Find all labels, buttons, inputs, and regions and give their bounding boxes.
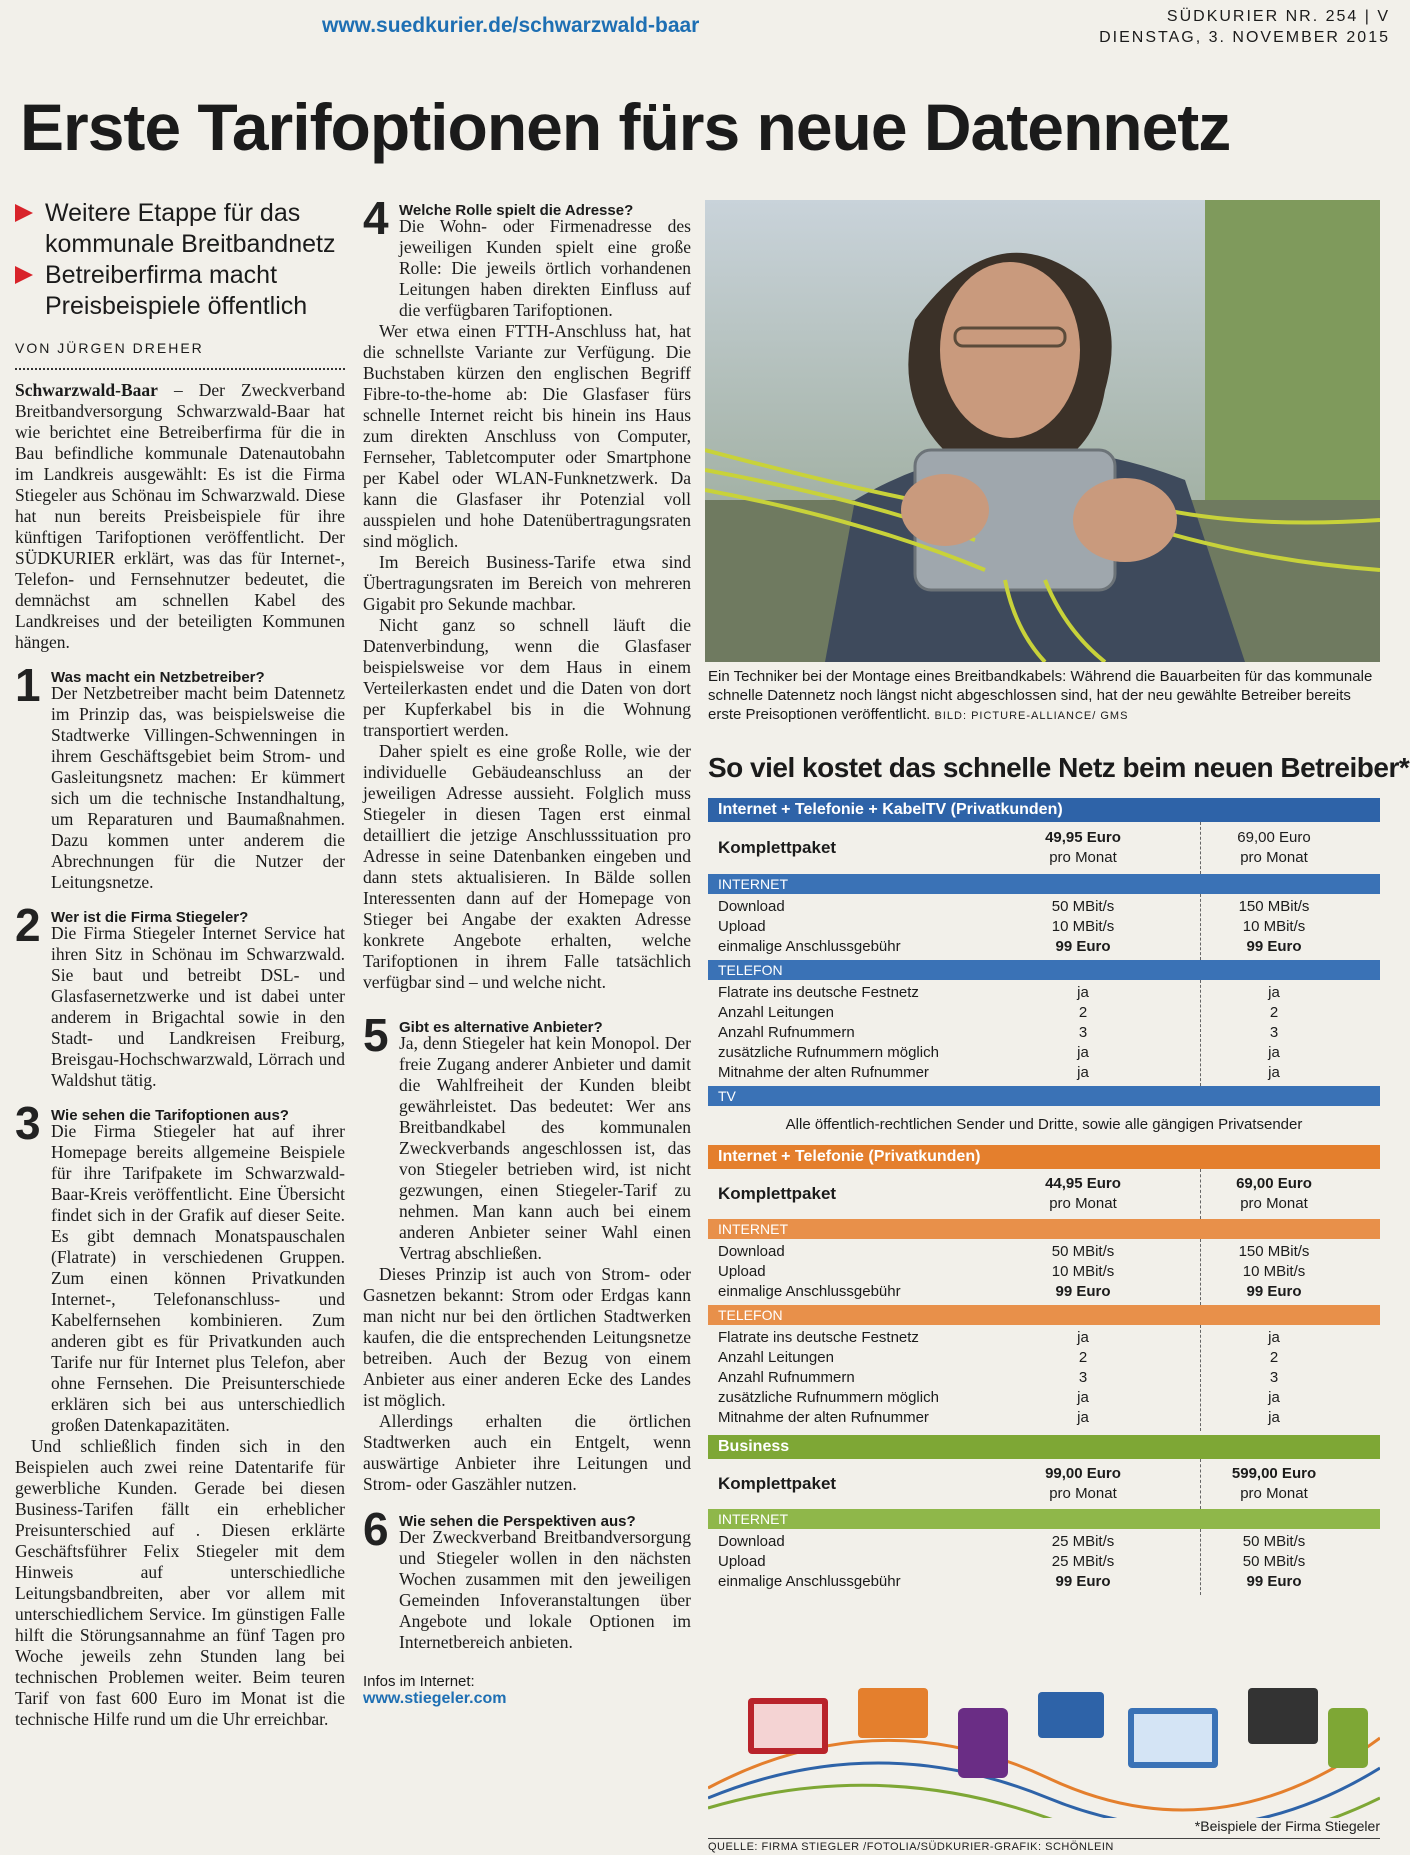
table-row: einmalige Anschlussgebühr 99 Euro 99 Euro [718, 1573, 1302, 1590]
group-2-internet [708, 1239, 1380, 1305]
section-title: Was macht ein Netzbetreiber? [51, 669, 265, 686]
intro-paragraph: Schwarzwald-Baar – Der Zweckverband Breitbandversorgung Schwarzwald-Baar hat wie berichtet eine Betreiberfirma für die in Bau befindliche kommunale Datenautobahn im Landkreis ausgewählt: Es ist die Firma Stiegeler aus Schönau im Schwarzwald. Diese hat nun bereits Preisbeispiele für ihre künftigen Tarifoptionen veröffentlicht. Der SÜDKURIER erklärt, was das für Internet-, Telefon- und Fernsehnutzer bedeutet, die demnächst am schnellen Kabel des Landkreises und der beteiligten Kommunen hängen. [15, 380, 345, 652]
table-title: So viel kostet das schnelle Netz beim neuen Betreiber* [708, 752, 1410, 783]
table-row: einmalige Anschlussgebühr 99 Euro 99 Euro [718, 1283, 1302, 1300]
table-row: Komplettpaket 49,95 Euro pro Monat 69,00 Euro pro Monat [718, 829, 1311, 866]
technician-illustration [705, 200, 1380, 662]
group-2-paket [708, 1169, 1380, 1219]
table-row: Komplettpaket 44,95 Euro pro Monat 69,00 Euro pro Monat [718, 1175, 1312, 1212]
issue-info [1099, 6, 1390, 48]
section-title: Welche Rolle spielt die Adresse? [399, 202, 634, 219]
table-row: Anzahl Leitungen 2 2 [718, 1004, 1279, 1021]
teaser-bullet-1: Weitere Etappe für das kommunale Breitbandnetz [15, 198, 345, 260]
section-number: 4 [363, 192, 389, 244]
table-row: Download 50 MBit/s 150 MBit/s [718, 898, 1310, 915]
table-row: Anzahl Rufnummern 3 3 [718, 1024, 1279, 1041]
subheader-tv: TV [708, 1086, 1380, 1106]
group-header-tv: Internet + Telefonie + KabelTV (Privatkunden) [708, 798, 1380, 822]
section-3-body: Die Firma Stiegeler hat auf ihrer Homepage bereits allgemeine Beispiele für ihre Tarifpakete im Schwarzwald-Baar-Kreis veröffentlicht. Eine Übersicht findet sich in der Grafik auf dieser Seite. Es gibt demnach Monatspauschalen (Flatrate) in verschiedenen Gruppen. Zum einen können Privatkunden Internet-, Telefonanschluss- und Kabelfernsehen kombinieren. Zum anderen gibt es für Privatkunden auch Tarife nur für Internet plus Telefon, aber ohne Fernsehen. Die Preisunterschiede erklären sich bei aus unterschiedlich großen Datenkapazitäten. Und schließlich finden sich in den Beispielen auch zwei reine Datentarife für gewerbliche Kunden. Gerade bei diesen Business-Tarifen fällt ein erheblicher Preisunterschied auf . Diesen erklärte Geschäftsführer Felix Stiegeler mit dem Hinweis auf unterschiedliche Leitungsbandbreiten, aber vor allem mit unterschiedlichem Service. Im günstigen Falle hilft die Störungsannahme an fünf Tagen pro Woche jeweils zehn Stunden lang bei technischen Problemen weiter. Beim teuren Tarif von fast 600 Euro im Monat ist die technische Hilfe rund um die Uhr erreichbar. [15, 1121, 345, 1729]
section-number: 1 [15, 659, 41, 711]
table-row: zusätzliche Rufnummern möglich ja ja [718, 1044, 1280, 1061]
table-row: Flatrate ins deutsche Festnetz ja ja [718, 984, 1280, 1001]
arrow-icon [15, 266, 33, 284]
subheader-telefon: TELEFON [708, 960, 1380, 980]
table-row: Upload 25 MBit/s 50 MBit/s [718, 1553, 1306, 1570]
section-6-body: Der Zweckverband Breitbandversorgung und Stiegeler wollen in den nächsten Wochen zusammen mit den jeweiligen Gemeinden Infoveranstaltungen über Angebote und lokale Optionen im Internetbereich anbieten. [399, 1527, 691, 1652]
issue-number: SÜDKURIER NR. 254 | V [1166, 8, 1390, 25]
teaser-bullet-2: Betreiberfirma macht Preisbeispiele öffentlich [15, 260, 345, 322]
table-row: Upload 10 MBit/s 10 MBit/s [718, 1263, 1306, 1280]
article-column-1 [15, 198, 345, 1730]
section-1-body: Der Netzbetreiber macht beim Datennetz im Prinzip das, was beispielsweise die Stadtwerke Villingen-Schwenningen in ihrem Geschäftsgebiet beim Strom- und Gasleitungsnetz machen: Er kümmert sich um die technische Instandhaltung, um Reparaturen und Baumaßnahmen. Dazu kommen unter anderem die Abrechnungen für die Nutzer der Leitungsnetze. [51, 683, 345, 892]
group-3-internet [708, 1529, 1380, 1595]
devices-graphic [708, 1678, 1380, 1828]
section-number: 6 [363, 1503, 389, 1555]
graphic-source: QUELLE: FIRMA STIEGLER /FOTOLIA/SÜDKURIER-GRAFIK: SCHÖNLEIN [708, 1838, 1380, 1853]
section-number: 3 [15, 1097, 41, 1149]
table-row: Komplettpaket 99,00 Euro pro Monat 599,00 Euro pro Monat [718, 1465, 1317, 1502]
table-row: Mitnahme der alten Rufnummer ja ja [718, 1409, 1280, 1426]
table-row: Flatrate ins deutsche Festnetz ja ja [718, 1329, 1280, 1346]
section-url[interactable]: www.suedkurier.de/schwarzwald-baar [322, 14, 700, 37]
table-row: Upload 10 MBit/s 10 MBit/s [718, 918, 1306, 935]
group-2-telefon [708, 1325, 1380, 1431]
group-3-paket [708, 1459, 1380, 1509]
subheader-internet: INTERNET [708, 1219, 1380, 1239]
table-row: Anzahl Leitungen 2 2 [718, 1349, 1279, 1366]
devices-illustration [708, 1678, 1380, 1818]
section-number: 2 [15, 899, 41, 951]
group-1-internet [708, 894, 1380, 960]
section-4-body: Die Wohn- oder Firmenadresse des jeweiligen Kunden spielt eine große Rolle: Die jeweils örtlich vorhandenen Leitungen haben direkten Einfluss auf die verfügbaren Tarifoptionen. Wer etwa einen FTTH-Anschluss hat, hat die schnellste Variante zur Verfügung. Die Buchstaben kürzen den englischen Begriff Fibre-to-the-home ab: Die Glasfaser fürs schnelle Internet reicht bis hinein ins Haus zum direkten Anschluss von Computer, Fernseher, Tabletcomputer oder Smartphone per Kabel oder WLAN-Funknetzwerk. Da kann die Glasfaser ihr Potenzial voll ausspielen und hohe Datenübertragungsraten sind möglich. Im Bereich Business-Tarife etwa sind Übertragungsraten im Bereich von mehreren Gigabit pro Sekunde machbar. Nicht ganz so schnell läuft die Datenverbindung, wenn die Glasfaser beispielsweise vor dem Haus in einem Verteilerkasten endet und die Daten von dort per Kupferkabel bis in die Wohnung transportiert werden. Daher spielt es eine große Rolle, wie der individuelle Gebäudeanschluss an der jeweiligen Adresse aussieht. Folglich muss Stiegeler in diesen Tagen erst einmal detailliert die jetzige Anschlusssituation pro Adresse in seine Datenbanken eingeben und dann stets aktualisieren. In Bälde sollen Interessenten dann auf der Homepage von Stieger bei Angabe der exakten Adresse konkrete Angebote erhalten, welche Tarifoptionen in ihrem Falle tatsächlich verfügbar sind – und welche nicht. [363, 216, 691, 992]
byline: VON JÜRGEN DREHER [15, 340, 345, 370]
section-number: 5 [363, 1009, 389, 1061]
dateline: Schwarzwald-Baar [15, 380, 158, 400]
price-table [708, 798, 1380, 1595]
table-row: zusätzliche Rufnummern möglich ja ja [718, 1389, 1280, 1406]
section-title: Wie sehen die Tarifoptionen aus? [51, 1107, 289, 1124]
photo-caption: Ein Techniker bei der Montage eines Breitbandkabels: Während die Bauarbeiten für das kommunale schnelle Datennetz noch längst nicht abgeschlossen sind, hat der neu gewählte Betreiber bereits erste Preisoptionen veröffentlicht. BILD: PICTURE-ALLIANCE/ GMS [708, 668, 1373, 723]
article-column-2 [363, 192, 691, 1708]
photo-credit: BILD: PICTURE-ALLIANCE/ GMS [934, 710, 1129, 722]
technician-photo [705, 200, 1380, 662]
subheader-telefon: TELEFON [708, 1305, 1380, 1325]
table-row: einmalige Anschlussgebühr 99 Euro 99 Euro [718, 938, 1302, 955]
table-row: Anzahl Rufnummern 3 3 [718, 1369, 1279, 1386]
section-title: Gibt es alternative Anbieter? [399, 1019, 603, 1036]
group-header-business: Business [708, 1435, 1380, 1459]
section-5-body: Ja, denn Stiegeler hat kein Monopol. Der freie Zugang anderer Anbieter und damit die Wahlfreiheit der Kunden bleibt gewährleistet. Das bedeutet: Wer ans Breitbandkabel des kommunalen Zweckverbands angeschlossen ist, das von Stiegeler betrieben wird, ist nicht gezwungen, einen Stiegeler-Tarif zu nehmen. Man kann auch bei einem anderen Anbieter seiner Wahl einen Vertrag abschließen. Dieses Prinzip ist auch von Strom- oder Gasnetzen bekannt: Strom oder Erdgas kann man nicht nur bei den örtlichen Stadtwerken kaufen, die die entsprechenden Leitungsnetze betreiben. Auch der Bezug von einem Anbieter aus einer anderen Ecke des Landes ist möglich. Allerdings erhalten die örtlichen Stadtwerken auch ein Entgelt, wenn auswärtige Anbieter ihre Leitungen und Strom- oder Gaszähler nutzen. [363, 1033, 691, 1494]
section-title: Wie sehen die Perspektiven aus? [399, 1513, 636, 1530]
infos-link[interactable]: www.stiegeler.com [363, 1690, 507, 1707]
headline: Erste Tarifoptionen fürs neue Datennetz [20, 90, 1231, 164]
group-1-telefon [708, 980, 1380, 1086]
subheader-internet: INTERNET [708, 874, 1380, 894]
infos-label: Infos im Internet: [363, 1673, 475, 1690]
table-row: Mitnahme der alten Rufnummer ja ja [718, 1064, 1280, 1081]
section-2-body: Die Firma Stiegeler Internet Service hat ihren Sitz in Schönau im Schwarzwald. Sie baut und betreibt DSL- und Glasfasernetzwerke und ist dabei unter anderem in Brigachtal sowie in den Stadt- und Landkreisen Freiburg, Breisgau-Hochschwarzwald, Lörrach und Waldshut tätig. [51, 923, 345, 1090]
issue-date: DIENSTAG, 3. NOVEMBER 2015 [1099, 29, 1390, 46]
table-footnote: *Beispiele der Firma Stiegeler [1194, 1818, 1380, 1834]
table-row: Download 25 MBit/s 50 MBit/s [718, 1533, 1306, 1550]
tv-description: Alle öffentlich-rechtlichen Sender und Dritte, sowie alle gängigen Privatsender [785, 1116, 1303, 1133]
subheader-internet: INTERNET [708, 1509, 1380, 1529]
arrow-icon [15, 204, 33, 222]
section-title: Wer ist die Firma Stiegeler? [51, 909, 249, 926]
group-1-paket [708, 822, 1380, 874]
table-row: Download 50 MBit/s 150 MBit/s [718, 1243, 1310, 1260]
group-header-privat: Internet + Telefonie (Privatkunden) [708, 1145, 1380, 1169]
